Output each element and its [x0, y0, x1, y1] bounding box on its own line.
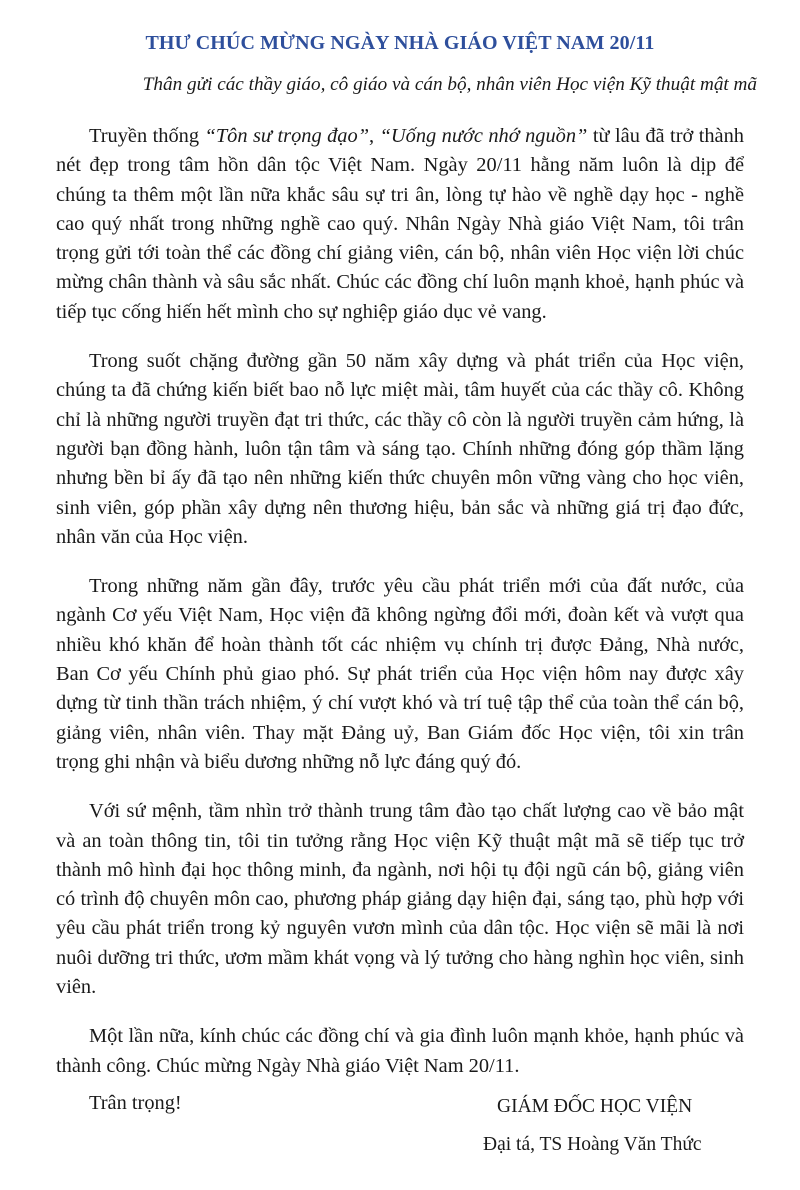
paragraph-1 — [56, 122, 744, 327]
paragraph-2: Trong suốt chặng đường gần 50 năm xây dựng và phát triển của Học viện, chúng ta đã chứng kiến biết bao nỗ lực miệt mài, tâm huyết của các thầy cô. Không chỉ là những người truyền đạt tri thức, các thầy cô còn là người truyền cảm hứng, là người bạn đồng hành, luôn tận tâm và sáng tạo. Chính những đóng góp thầm lặng nhưng bền bỉ ấy đã tạo nên những kiến thức chuyên môn vững vàng cho học viên, sinh viên, góp phần xây dựng nên thương hiệu, bản sắc và những giá trị đạo đức, nhân văn của Học viện. — [56, 350, 744, 548]
paragraph-1-quote-1: “Tôn sư trọng đạo” — [204, 125, 370, 147]
paragraph-4: Với sứ mệnh, tầm nhìn trở thành trung tâm đào tạo chất lượng cao về bảo mật và an toàn thông tin, tôi tin tưởng rằng Học viện Kỹ thuật mật mã sẽ tiếp tục trở thành mô hình đại học thông minh, đa ngành, nơi hội tụ đội ngũ cán bộ, giảng viên có trình độ chuyên môn cao, phương pháp giảng dạy hiện đại, sáng tạo, phù hợp với yêu cầu phát triển trong kỷ nguyên vươn mình của dân tộc. Học viện sẽ mãi là nơi nuôi dưỡng tri thức, ươm mầm khát vọng và lý tưởng cho hàng nghìn học viên, sinh viên. — [56, 800, 744, 999]
paragraph-3: Trong những năm gần đây, trước yêu cầu phát triển mới của đất nước, của ngành Cơ yếu Việt Nam, Học viện đã không ngừng đổi mới, đoàn kết và vượt qua nhiều khó khăn để hoàn thành tốt các nhiệm vụ chính trị được Đảng, Nhà nước, Ban Cơ yếu Chính phủ giao phó. Sự phát triển của Học viện hôm nay được xây dựng từ tinh thần trách nhiệm, ý chí vượt khó và trí tuệ tập thể của toàn thể cán bộ, giảng viên, nhân viên. Thay mặt Đảng uỷ, Ban Giám đốc Học viện, tôi xin trân trọng ghi nhận và biểu dương những nỗ lực đáng quý đó. — [56, 575, 744, 773]
signature-name: Đại tá, TS Hoàng Văn Thức — [483, 1134, 702, 1155]
paragraph-1-part-3: từ lâu đã trở thành nét đẹp trong tâm hồn dân tộc Việt Nam. Ngày 20/11 hằng năm luôn là dịp để chúng ta thêm một lần nữa khắc sâu sự tri ân, lòng tự hào về nghề dạy học - nghề cao quý nhất trong những nghề cao quý. Nhân Ngày Nhà giáo Việt Nam, tôi trân trọng gửi tới toàn thể các đồng chí giảng viên, cán bộ, nhân viên Học viện lời chúc mừng chân thành và sâu sắc nhất. Chúc các đồng chí luôn mạnh khoẻ, hạnh phúc và tiếp tục cống hiến hết mình cho sự nghiệp giáo dục vẻ vang. — [56, 125, 744, 323]
letter-greeting: Thân gửi các thầy giáo, cô giáo và cán bộ, nhân viên Học viện Kỹ thuật mật mã — [142, 74, 757, 95]
paragraph-1-part-1: Truyền thống — [89, 125, 205, 147]
paragraph-1-part-2: , — [369, 125, 380, 147]
paragraph-5: Một lần nữa, kính chúc các đồng chí và gia đình luôn mạnh khỏe, hạnh phúc và thành công. Chúc mừng Ngày Nhà giáo Việt Nam 20/11. — [56, 1025, 744, 1077]
letter-title: THƯ CHÚC MỪNG NGÀY NHÀ GIÁO VIỆT NAM 20/11 — [145, 32, 655, 54]
closing-remark: Trân trọng! — [89, 1091, 182, 1114]
signature-title: GIÁM ĐỐC HỌC VIỆN — [497, 1096, 693, 1117]
paragraph-1-quote-2: “Uống nước nhớ nguồn” — [379, 125, 588, 147]
